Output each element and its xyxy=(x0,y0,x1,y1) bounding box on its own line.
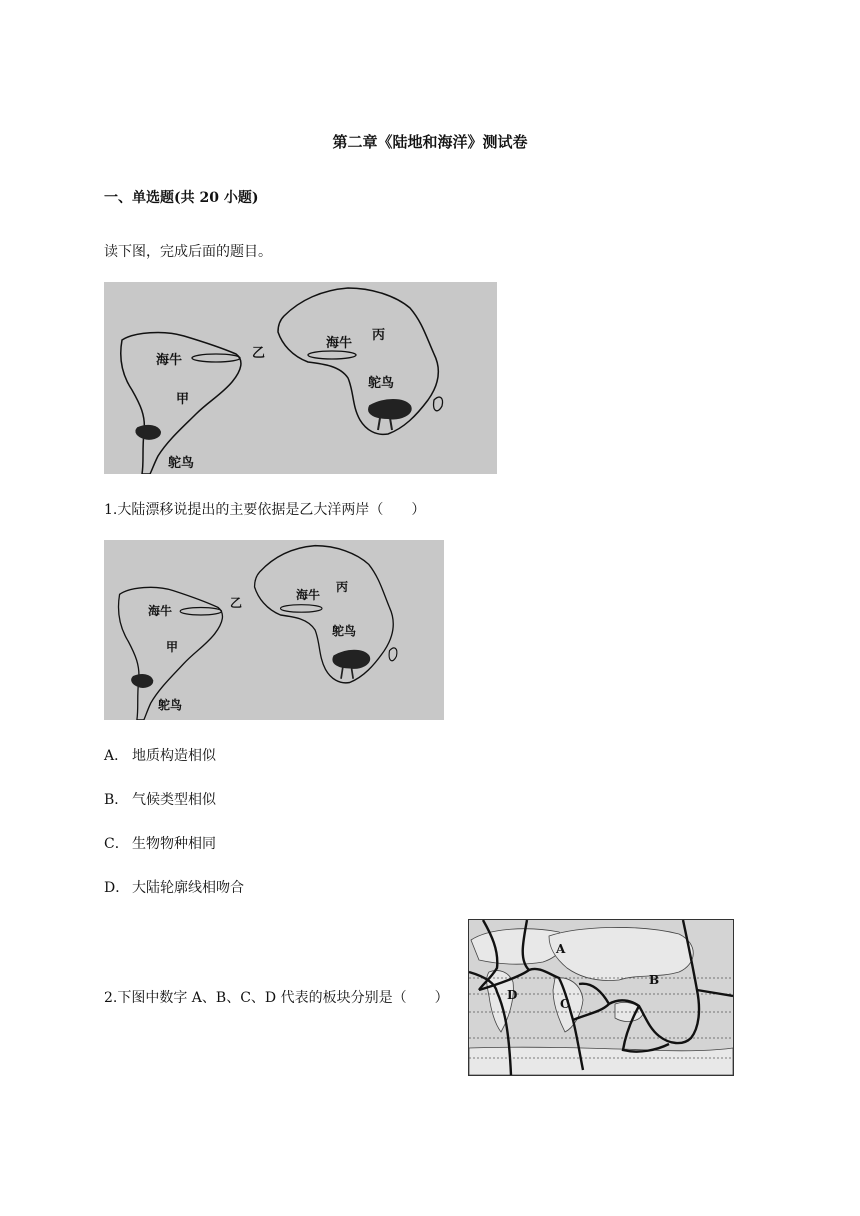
africa-outline xyxy=(278,288,438,434)
manatee-right xyxy=(280,605,322,613)
label-ostrich-right: 鸵鸟 xyxy=(368,376,395,391)
option-b-text: 气候类型相似 xyxy=(132,792,216,808)
intro-text: 读下图，完成后面的题目。 xyxy=(104,244,272,260)
option-b-letter: B． xyxy=(104,792,129,808)
option-a-letter: A． xyxy=(104,748,129,764)
option-d xyxy=(104,877,244,897)
ostrich-left xyxy=(136,426,160,439)
manatee-left xyxy=(180,608,222,616)
africa-outline xyxy=(255,546,394,683)
plate-label-c: C xyxy=(560,997,570,1011)
option-c xyxy=(104,833,216,853)
option-c-letter: C． xyxy=(104,836,129,852)
label-manatee-left: 海牛 xyxy=(156,353,183,368)
option-b xyxy=(104,789,216,809)
continent-map-small xyxy=(104,540,444,720)
plate-map xyxy=(468,919,734,1076)
question-1-stem: 1.大陆漂移说提出的主要依据是乙大洋两岸（ ） xyxy=(104,502,426,518)
madagascar-outline xyxy=(434,397,443,411)
question-2-stem: 2.下图中数字 A、B、C、D 代表的板块分别是（ ） xyxy=(104,990,449,1006)
ostrich-left xyxy=(132,675,152,687)
manatee-right xyxy=(308,351,356,359)
plate-label-b: B xyxy=(649,973,660,987)
label-manatee-right: 海牛 xyxy=(326,336,353,351)
option-a xyxy=(104,745,216,765)
label-bing: 丙 xyxy=(372,328,386,343)
label-manatee-left: 海牛 xyxy=(148,604,173,618)
label-jia: 甲 xyxy=(166,640,179,654)
label-bing: 丙 xyxy=(336,580,349,594)
label-ostrich-right: 鸵鸟 xyxy=(332,624,357,638)
continent-map-drawing-small xyxy=(104,540,444,720)
label-ostrich-left: 鸵鸟 xyxy=(168,456,195,471)
label-jia: 甲 xyxy=(176,392,190,407)
option-d-letter: D． xyxy=(104,880,130,896)
option-a-text: 地质构造相似 xyxy=(132,748,216,764)
plate-label-a: A xyxy=(556,942,566,956)
option-d-text: 大陆轮廓线相吻合 xyxy=(132,880,244,896)
document-title: 第二章《陆地和海洋》测试卷 xyxy=(332,133,528,151)
label-yi: 乙 xyxy=(230,596,243,610)
continent-map-drawing xyxy=(104,282,497,474)
manatee-left xyxy=(192,354,240,362)
section-heading: 一、单选题(共 20 小题) xyxy=(104,190,259,206)
label-ostrich-left: 鸵鸟 xyxy=(158,698,183,712)
label-yi: 乙 xyxy=(252,346,266,361)
continent-map-large xyxy=(104,282,497,474)
option-c-text: 生物物种相同 xyxy=(132,836,216,852)
label-manatee-right: 海牛 xyxy=(296,588,321,602)
madagascar-outline xyxy=(389,648,397,661)
plate-label-d: D xyxy=(507,988,518,1002)
